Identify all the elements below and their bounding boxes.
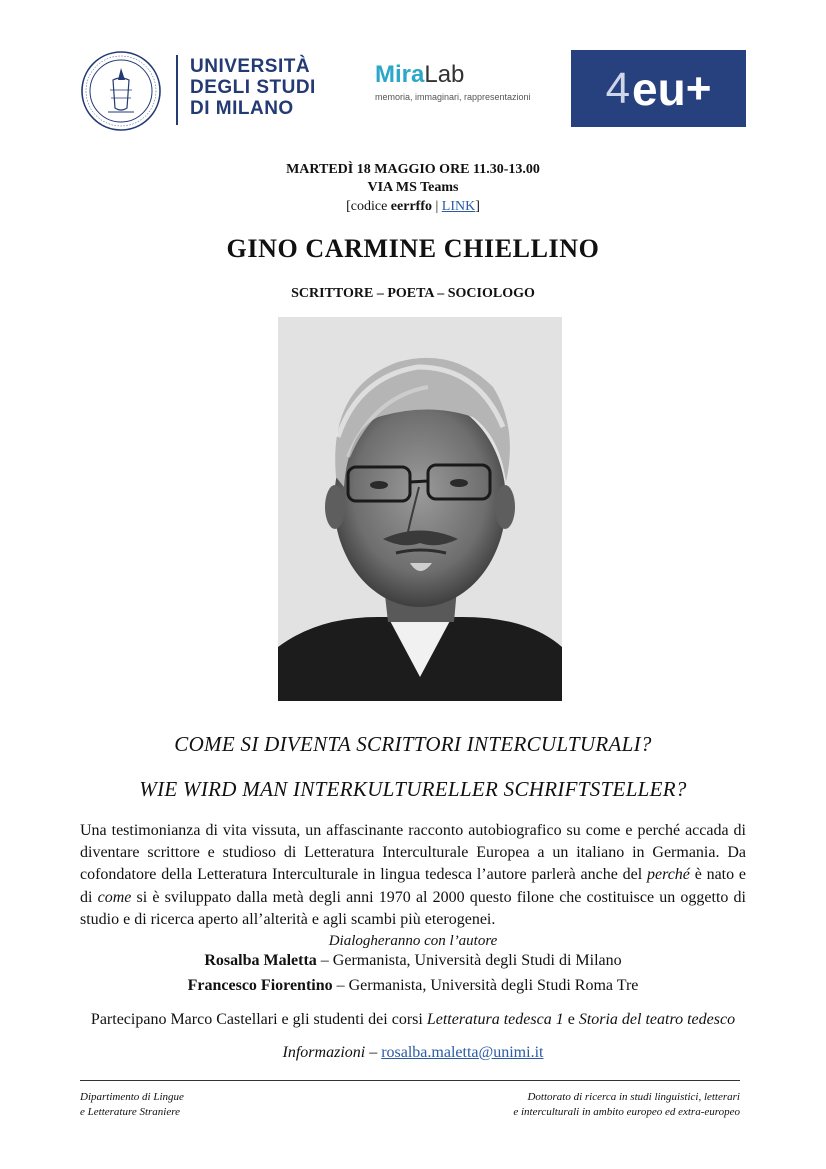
university-name-line-2: DEGLI STUDI <box>190 77 316 98</box>
discussants-intro: Dialogheranno con l’autore <box>328 933 498 949</box>
4eu-plus: + <box>685 63 712 113</box>
course-2: Storia del teatro tedesco <box>578 1011 736 1028</box>
code-separator: | <box>431 199 442 214</box>
description-emphasis-come: come <box>97 888 132 906</box>
4eu-plus-logo <box>571 50 746 127</box>
miralab-title <box>375 62 525 88</box>
info-label: Informazioni <box>282 1044 366 1061</box>
footer-divider <box>80 1080 740 1081</box>
4eu-eu: eu <box>632 62 686 115</box>
description-emphasis-perche: perché <box>646 866 690 884</box>
meeting-code: eerrffo <box>390 199 432 214</box>
event-date-time: MARTEDÌ 18 MAGGIO ORE 11.30-13.00 <box>286 162 540 177</box>
footer-left-line-1: Dipartimento di Lingue <box>80 1091 184 1103</box>
participants-joiner: e <box>563 1011 579 1028</box>
miralab-logo <box>375 61 531 102</box>
event-description <box>80 820 746 931</box>
code-prefix: [codice <box>346 199 391 214</box>
description-part-2: è nato e di <box>80 866 746 906</box>
description-part-3: si è sviluppato dalla metà degli anni 1970 al 2000 questo filone che costituisce un oggetto di studio e di ricerca aperto all’alterità e agli scambi più eterogenei. <box>80 888 747 928</box>
footer-department <box>80 1090 184 1120</box>
miralab-mira: Mira <box>375 61 425 88</box>
logo-divider <box>176 55 178 125</box>
speaker-portrait-photo <box>278 317 562 701</box>
footer-right-line-2: e interculturali in ambito europeo ed extra-europeo <box>513 1106 740 1118</box>
description-part-1: Una testimonianza di vita vissuta, un affascinante racconto autobiografico su come e perché accada di diventare scrittore e studioso di Letteratura Interculturale Europea a un italiano in Germania. Da cofondatore della Letteratura Interculturale in lingua tedesca l’autore parlerà anche del <box>80 822 746 884</box>
teams-link[interactable]: LINK <box>441 199 476 214</box>
participants-prefix: Partecipano Marco Castellari e gli studenti dei corsi <box>90 1011 427 1028</box>
footer-doctorate <box>513 1090 740 1120</box>
event-code-line <box>0 199 826 215</box>
discussant-2-role: – Germanista, Università degli Studi Roma Tre <box>332 977 639 994</box>
contact-email-link[interactable]: rosalba.maletta@unimi.it <box>381 1044 544 1061</box>
question-german: WIE WIRD MAN INTERKULTURELLER SCHRIFTSTELLER? <box>139 777 687 801</box>
footer-left-line-2: e Letterature Straniere <box>80 1106 180 1118</box>
footer-right-line-1: Dottorato di ricerca in studi linguistici, letterari <box>527 1091 740 1103</box>
speaker-roles: SCRITTORE – POETA – SOCIOLOGO <box>291 286 535 301</box>
speaker-name: GINO CARMINE CHIELLINO <box>226 234 600 263</box>
discussant-2-name: Francesco Fiorentino <box>187 977 333 994</box>
code-suffix: ] <box>475 199 480 214</box>
miralab-tagline: memoria, immaginari, rappresentazioni <box>375 92 531 102</box>
miralab-lab: Lab <box>424 61 465 88</box>
university-name-line-3: DI MILANO <box>190 98 294 119</box>
university-name-line-1: UNIVERSITÀ <box>190 56 311 77</box>
university-seal-logo <box>80 50 162 132</box>
event-platform: VIA MS Teams <box>367 180 459 195</box>
course-1: Letteratura tedesca 1 <box>426 1011 564 1028</box>
discussant-1-name: Rosalba Maletta <box>204 952 317 969</box>
discussant-1 <box>0 952 826 970</box>
info-separator: – <box>365 1044 382 1061</box>
participants-line <box>0 1011 826 1029</box>
discussant-1-role: – Germanista, Università degli Studi di Milano <box>316 952 622 969</box>
question-italian: COME SI DIVENTA SCRITTORI INTERCULTURALI? <box>174 732 652 756</box>
4eu-four: 4 <box>605 63 631 113</box>
university-name-logo <box>190 56 316 119</box>
info-line <box>0 1044 826 1062</box>
discussant-2 <box>0 977 826 995</box>
